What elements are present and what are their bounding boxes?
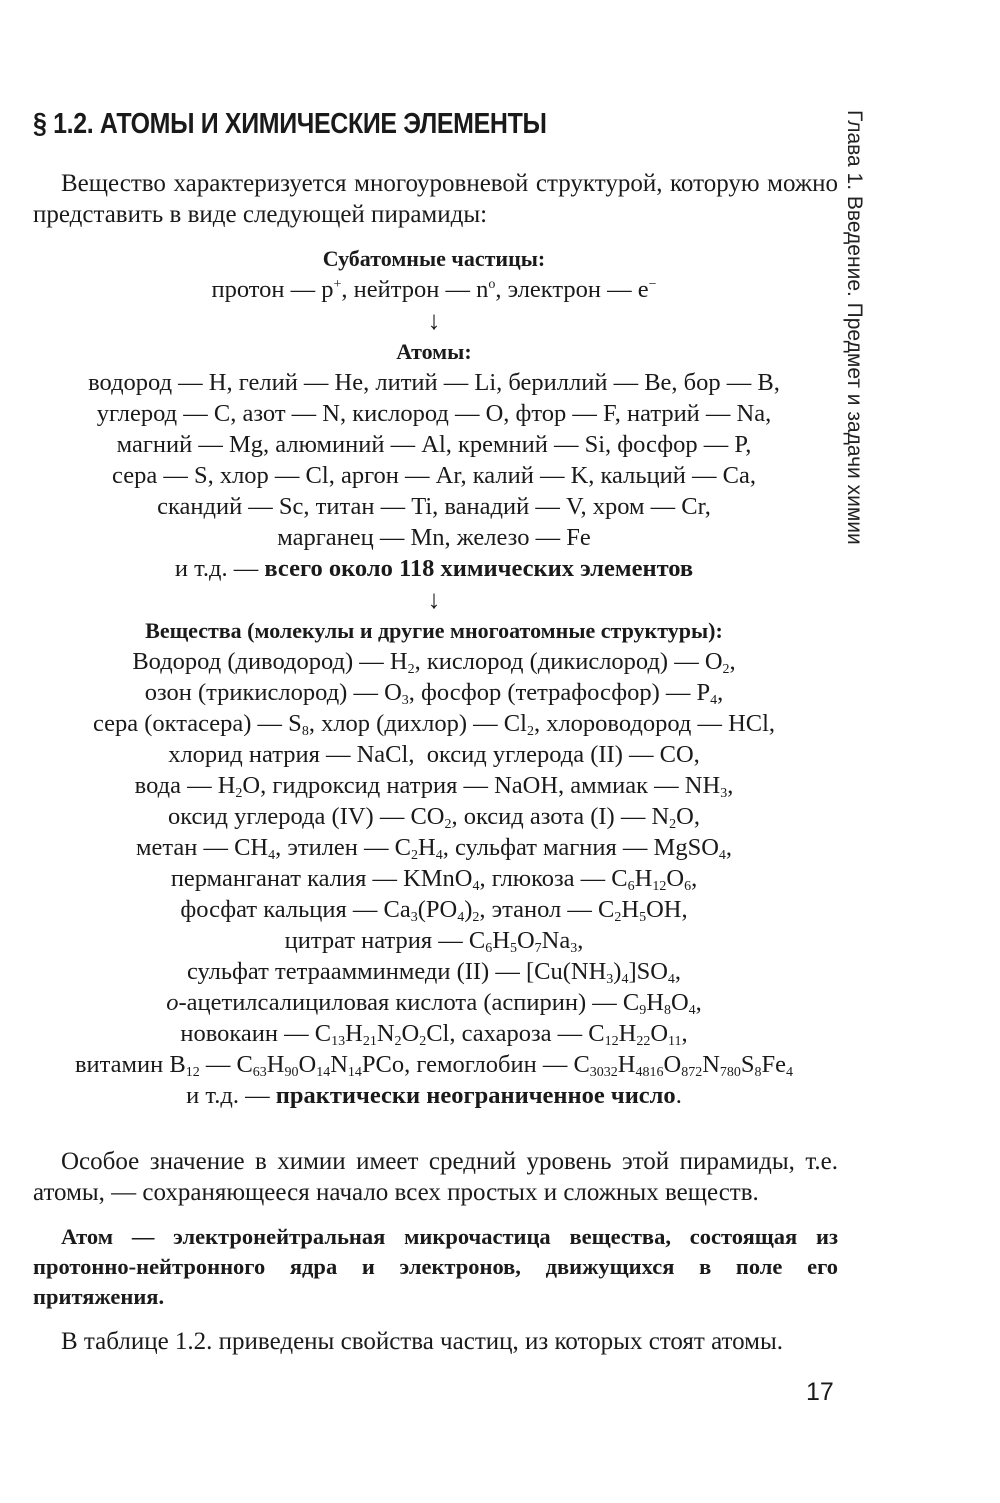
atoms-summary: и т.д. — всего около 118 химических элементов bbox=[174, 555, 694, 582]
substances-line: перманганат калия — KMnO$_4$, глюкоза — $C_6H_{12}O_6$, bbox=[170, 865, 698, 894]
substances-line: вода — $H_2O$, гидроксид натрия — NaOH, аммиак — $NH_3$, bbox=[134, 772, 734, 801]
substances-line: хлорид натрия — NaCl, оксид углерода (II) — CO, bbox=[168, 741, 700, 768]
subatomic-header: Субатомные частицы: bbox=[322, 246, 546, 271]
atom-definition: Атом — электронейтральная микрочастица вещества, состоящая из протонно-нейтронного ядра и электронов, движущихся в поле его притяжения. bbox=[33, 1224, 838, 1309]
substances-summary: и т.д. — практически неограниченное число. bbox=[186, 1082, 682, 1109]
substances-line: сульфат тетраамминмеди (II) — $[Cu(NH_3)_4]SO_4$, bbox=[186, 958, 682, 987]
substances-line: о-ацетилсалициловая кислота (аспирин) — $C_9H_8O_4$, bbox=[166, 989, 702, 1018]
substances-line: фосфат кальция — $Ca_3(PO_4)_2$, этанол — $C_2H_5OH$, bbox=[180, 896, 688, 925]
down-arrow-icon: ↓ bbox=[427, 306, 441, 335]
atoms-line: скандий — Sc, титан — Ti, ванадий — V, хром — Cr, bbox=[157, 493, 711, 520]
subatomic-particles: протон — p+, нейтрон — $n^o$, электрон — e− bbox=[211, 276, 657, 303]
substances-line: Водород (диводород) — $H_2$, кислород (дикислород) — $O_2$, bbox=[132, 648, 736, 677]
substances-header: Вещества (молекулы и другие многоатомные структуры): bbox=[145, 618, 723, 643]
atoms-line: углерод — C, азот — N, кислород — O, фтор — F, натрий — Na, bbox=[96, 400, 772, 427]
atoms-line: магний — Mg, алюминий — Al, кремний — Si, фосфор — P, bbox=[116, 431, 752, 458]
special-meaning-paragraph: Особое значение в химии имеет средний уровень этой пирамиды, т.е. атомы, — сохраняющееся начало всех простых и сложных веществ. bbox=[33, 1148, 838, 1206]
substances-line: витамин $B_{12}$ — $C_{63}H_{90}O_{14}N_{14}PCo$, гемоглобин — $C_{3032}H_{4816}O_{872}N_{780}S_8Fe_4$ bbox=[74, 1051, 794, 1080]
intro-paragraph: Вещество характеризуется многоуровневой структурой, которую можно представить в виде следующей пирамиды: bbox=[33, 170, 838, 228]
structure-pyramid bbox=[0, 243, 868, 1111]
down-arrow-icon: ↓ bbox=[427, 585, 441, 614]
atoms-header: Атомы: bbox=[396, 339, 472, 364]
substances-line: оксид углерода (IV) — $CO_2$, оксид азота (I) — $N_2O$, bbox=[168, 803, 700, 832]
substances-line: сера (октасера) — $S_8$, хлор (дихлор) — $Cl_2$, хлороводород — HCl, bbox=[92, 710, 776, 739]
substances-line: озон (трикислород) — $O_3$, фосфор (тетрафосфор) — $P_4$, bbox=[144, 679, 724, 708]
substances-line: метан — $CH_4$, этилен — $C_2H_4$, сульфат магния — MgSO$_4$, bbox=[135, 834, 733, 863]
atoms-line: марганец — Mn, железо — Fe bbox=[277, 524, 591, 551]
atoms-line: сера — S, хлор — Cl, аргон — Ar, калий — K, кальций — Ca, bbox=[112, 462, 756, 489]
section-title: § 1.2. АТОМЫ И ХИМИЧЕСКИЕ ЭЛЕМЕНТЫ bbox=[33, 108, 547, 140]
page-number: 17 bbox=[806, 1378, 834, 1406]
chapter-side-title: Глава 1. Введение. Предмет и задачи химии bbox=[843, 110, 866, 545]
table-reference: В таблице 1.2. приведены свойства частиц, из которых стоят атомы. bbox=[61, 1328, 784, 1355]
substances-line: цитрат натрия — $C_6H_5O_7Na_3$, bbox=[284, 927, 584, 956]
substances-line: новокаин — $C_{13}H_{21}N_2O_2Cl$, сахароза — $C_{12}H_{22}O_{11}$, bbox=[180, 1020, 688, 1049]
atoms-line: водород — H, гелий — He, литий — Li, бериллий — Be, бор — B, bbox=[88, 369, 780, 396]
